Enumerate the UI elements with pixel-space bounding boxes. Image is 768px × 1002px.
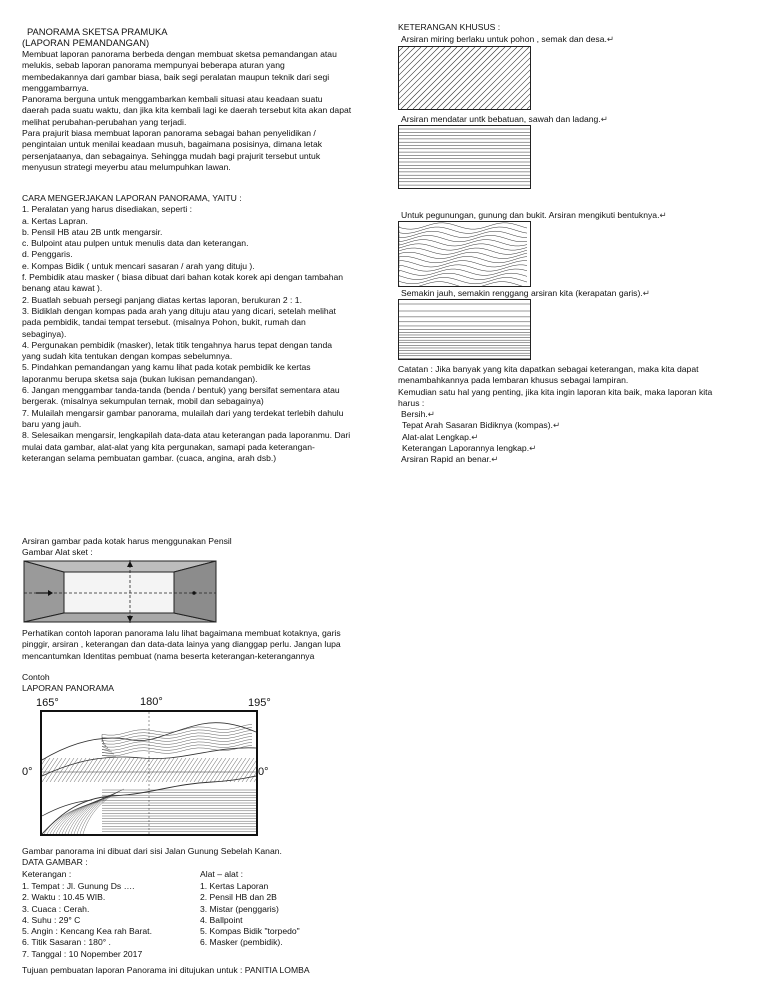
keterangan-item: 4. Suhu : 29° C (22, 914, 81, 925)
intro-line: persenjataanya, dan sebagainya. Sehingga mudah bagi prajurit tersebut untuk (22, 150, 321, 161)
intro-line: daerah pada suatu waktu, dan jika kita kembali lagi ke daerah tersebut kita akan dapat (22, 105, 352, 116)
bearing-195: 195° (248, 697, 271, 709)
example-label: Contoh (22, 672, 50, 682)
step-line: laporanmu berupa sketsa saja (bukan lukisan pemandangan). (22, 373, 258, 384)
intro-line: menggambarnya. (22, 82, 89, 93)
keterangan-heading: Keterangan : (22, 869, 72, 879)
step-line: bergerak. (misalnya sekumpulan ternak, mobil dan sebagainya) (22, 396, 264, 407)
intro-line: melukis, sebab laporan panorama mempunyai beberapa aturan yang (22, 60, 285, 71)
diagonal-hatch-sample (398, 46, 531, 110)
keterangan-item: 6. Titik Sasaran : 180° . (22, 937, 111, 948)
step-line: yang sudah kita tentukan dengan kompas sebelumnya. (22, 351, 233, 362)
alat-item: 2. Pensil HB dan 2B (200, 892, 277, 903)
step-line: keterangan selama pembuatan gambar. (cuaca, angina, arah dsb.) (22, 452, 277, 463)
steps-list (22, 193, 350, 464)
catatan-notes (398, 364, 712, 409)
note-line: Catatan : Jika banyak yang kita dapatkan sebagai keterangan, maka kita dapat (398, 364, 699, 374)
example-title: LAPORAN PANORAMA (22, 683, 115, 693)
panorama-caption: Gambar panorama ini dibuat dari sisi Jalan Gunung Sebelah Kanan. (22, 846, 282, 856)
step-line: 2. Buatlah sebuah persegi panjang diatas kertas laporan, berukuran 2 : 1. (22, 294, 302, 305)
step-line: 4. Pergunakan pembidik (masker), letak titik tengahnya harus tepat dengan tanda (22, 339, 333, 350)
alat-item: 4. Ballpoint (200, 914, 243, 925)
notice-line: Perhatikan contoh laporan panorama lalu lihat bagaimana membuat kotaknya, garis (22, 628, 341, 638)
notice-paragraph (22, 628, 341, 662)
alat-heading: Alat – alat : (200, 869, 243, 879)
horizontal-hatch-sample (398, 125, 531, 189)
notice-line: mencantumkan Identitas pembuat (nama beserta keterangan-keterangannya (22, 650, 315, 661)
step-line: 7. Mulailah mengarsir gambar panorama, mulailah dari yang terdekat terlebih dahulu (22, 407, 344, 418)
criteria-item: Tepat Arah Sasaran Bidiknya (kompas).↵ (402, 420, 561, 431)
wave-hatch-sample (398, 221, 531, 287)
step-line: pada pembidik, tandai tempat tersebut. (misalnya Pohon, bukit, rumah dan (22, 317, 306, 328)
alat-list (200, 881, 300, 949)
alat-item: 1. Kertas Laporan (200, 881, 269, 891)
intro-line: Membuat laporan panorama berbeda dengan membuat sketsa pemandangan atau (22, 49, 337, 59)
step-line: benang atau kawat ). (22, 283, 103, 294)
alat-item: 6. Masker (pembidik). (200, 937, 283, 948)
criteria-item: Alat-alat Lengkap.↵ (402, 431, 479, 442)
step-line: c. Bulpoint atau pulpen untuk menulis data dan keterangan. (22, 238, 249, 249)
intro-line: melihat perubahan-perubahan yang terjadi. (22, 116, 187, 127)
keterangan-khusus-heading: KETERANGAN KHUSUS : (398, 22, 501, 32)
wave-hatch-label: Untuk pegunungan, gunung dan bukit. Arsiran mengikuti bentuknya.↵ (401, 210, 667, 220)
criteria-item: Arsiran Rapid an benar.↵ (401, 454, 499, 465)
doc-title: PANORAMA SKETSA PRAMUKA (27, 26, 168, 37)
keterangan-item: 3. Cuaca : Cerah. (22, 903, 90, 914)
criteria-item: Keterangan Laporannya lengkap.↵ (402, 442, 537, 453)
bearing-180: 180° (140, 696, 163, 708)
keterangan-item: 1. Tempat : Jl. Gunung Ds …. (22, 881, 135, 891)
step-line: 5. Pindahkan pemandangan yang kamu lihat pada kotak pembidik ke kertas (22, 362, 311, 373)
keterangan-item: 5. Angin : Kencang Kea rah Barat. (22, 926, 152, 937)
doc-subtitle: (LAPORAN PEMANDANGAN) (22, 37, 150, 48)
keterangan-item: 2. Waktu : 10.45 WIB. (22, 892, 106, 903)
spacing-hatch-label: Semakin jauh, semakin renggang arsiran kita (kerapatan garis).↵ (401, 288, 650, 298)
step-line: f. Pembidik atau masker ( biasa dibuat dari bahan kotak korek api dengan tambahan (22, 272, 344, 283)
alat-item: 5. Kompas Bidik "torpedo" (200, 926, 300, 937)
tool-label: Gambar Alat sket : (22, 547, 93, 557)
data-heading: DATA GAMBAR : (22, 857, 88, 867)
note-line: Kemudian satu hal yang penting, jika kita ingin laporan kita baik, maka laporan kita (398, 386, 713, 397)
step-line: sebaginya). (22, 328, 67, 339)
step-line: b. Pensil HB atau 2B untk mengarsir. (22, 226, 163, 237)
step-line: CARA MENGERJAKAN LAPORAN PANORAMA, YAITU : (22, 193, 242, 203)
intro-paragraphs (22, 49, 351, 173)
spacing-hatch-sample (398, 299, 531, 360)
horizontal-hatch-label: Arsiran mendatar untk bebatuan, sawah dan ladang.↵ (401, 114, 608, 124)
criteria-item: Bersih.↵ (401, 409, 435, 419)
intro-line: Panorama berguna untuk menggambarkan kembali situasi atau keadaan suatu (22, 94, 323, 105)
panorama-example-drawing (40, 710, 258, 836)
intro-line: pengintaian untuk menilai keadaan musuh, bagaimana posisinya, dimana letak (22, 139, 323, 150)
pencil-note: Arsiran gambar pada kotak harus menggunakan Pensil (22, 536, 232, 546)
step-line: 6. Jangan menggambar tanda-tanda (benda / bentuk) yang bersifat sementara atau (22, 385, 340, 396)
elevation-right: 0° (258, 766, 269, 778)
intro-line: Para prajurit biasa membuat laporan panorama sebagai bahan penyelidikan / (22, 128, 316, 139)
criteria-list (401, 409, 560, 465)
elevation-left: 0° (22, 766, 33, 778)
step-line: a. Kertas Lapran. (22, 215, 88, 226)
intro-line: membedakannya dari gambar biasa, baik segi peralatan maupun teknik dari segi (22, 71, 330, 82)
keterangan-item: 7. Tanggal : 10 Nopember 2017 (22, 948, 143, 959)
intro-line: menyusun strategi meyerbu atau melumpuhkan lawan. (22, 161, 231, 172)
diagonal-hatch-label: Arsiran miring berlaku untuk pohon , semak dan desa.↵ (401, 34, 615, 44)
bearing-165: 165° (36, 697, 59, 709)
step-line: 3. Bidiklah dengan kompas pada arah yang dituju atau yang dicari, setelah melihat (22, 305, 336, 316)
alat-item: 3. Mistar (penggaris) (200, 903, 279, 914)
step-line: mulai data gambar, alat-alat yang kita pergunakan, samapi pada keterangan- (22, 441, 315, 452)
notice-line: pinggir, arsiran , keterangan dan data-data lainya yang dianggap perlu. Jangan lupa (22, 639, 341, 650)
note-line: harus : (398, 397, 425, 408)
step-line: 8. Selesaikan mengarsir, lengkapilah data-data atau keterangan pada laporanmu. Dari (22, 430, 351, 441)
step-line: 1. Peralatan yang harus disediakan, seperti : (22, 204, 193, 215)
keterangan-list (22, 881, 152, 960)
note-line: menambahkannya pada lembaran khusus sebagai lampiran. (398, 375, 629, 386)
step-line: e. Kompas Bidik ( untuk mencari sasaran / arah yang dituju ). (22, 260, 255, 271)
purpose-line: Tujuan pembuatan laporan Panorama ini ditujukan untuk : PANITIA LOMBA (22, 965, 310, 975)
step-line: baru yang jauh. (22, 418, 82, 429)
sketch-tool-illustration (22, 558, 218, 624)
step-line: d. Penggaris. (22, 249, 73, 260)
